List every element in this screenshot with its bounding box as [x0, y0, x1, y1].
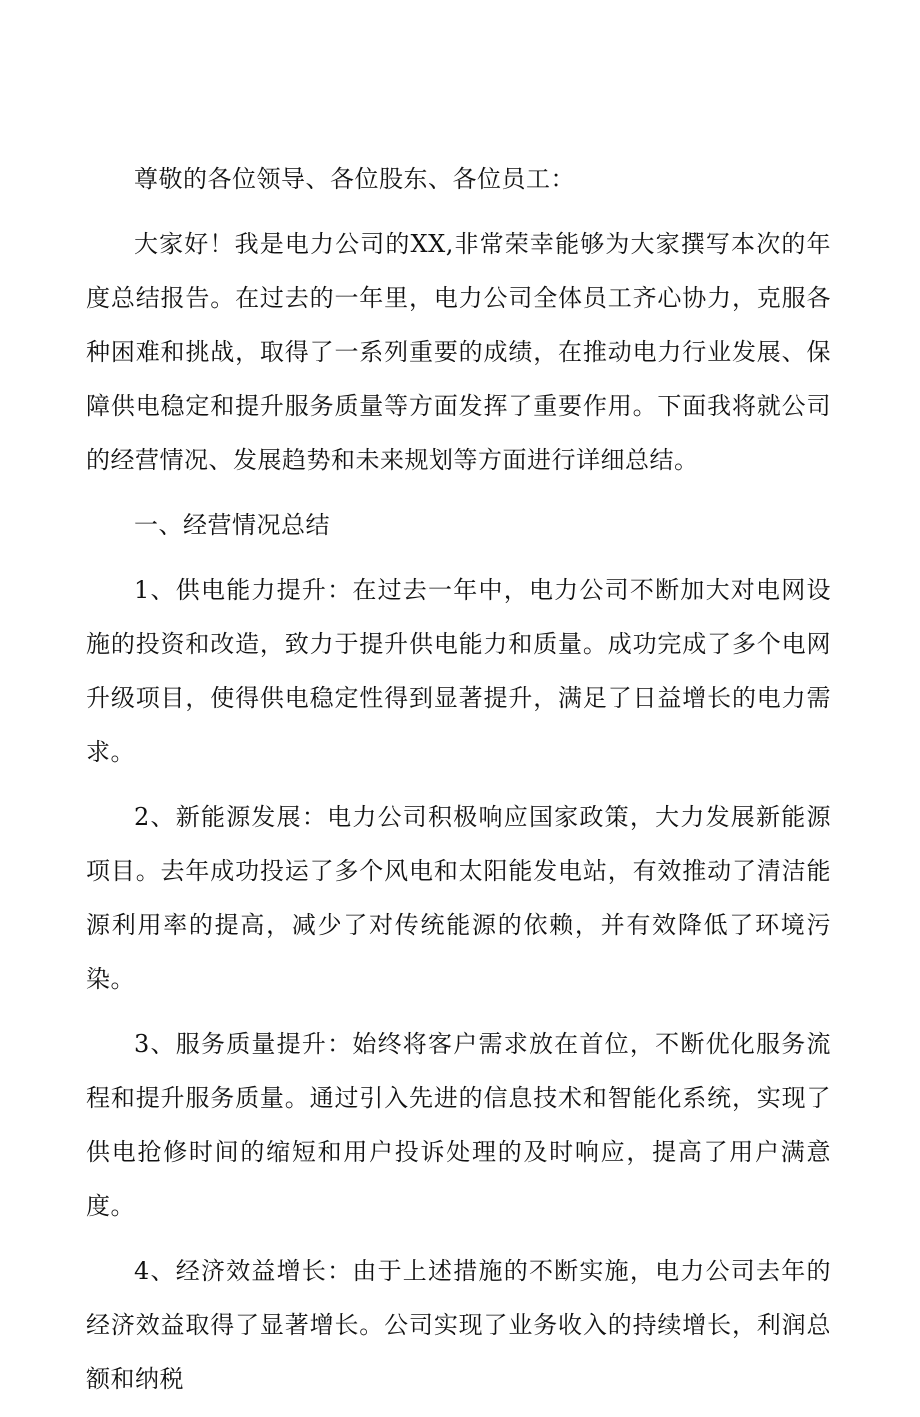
- list-item: 3、服务质量提升：始终将客户需求放在首位，不断优化服务流程和提升服务质量。通过引入先进的信息技术和智能化系统，实现了供电抢修时间的缩短和用户投诉处理的及时响应，提高了用户满意度。: [86, 1030, 831, 1220]
- list-item: 1、供电能力提升：在过去一年中，电力公司不断加大对电网设施的投资和改造，致力于提升供电能力和质量。成功完成了多个电网升级项目，使得供电稳定性得到显著提升，满足了日益增长的电力需求。: [86, 576, 831, 766]
- document-body: [86, 152, 831, 1417]
- list-item: 4、经济效益增长：由于上述措施的不断实施，电力公司去年的经济效益取得了显著增长。公司实现了业务收入的持续增长，利润总额和纳税: [86, 1257, 831, 1393]
- list-item: 2、新能源发展：电力公司积极响应国家政策，大力发展新能源项目。去年成功投运了多个风电和太阳能发电站，有效推动了清洁能源利用率的提高，减少了对传统能源的依赖，并有效降低了环境污染。: [86, 803, 831, 993]
- greeting-paragraph: 尊敬的各位领导、各位股东、各位员工：: [134, 165, 575, 193]
- intro-paragraph: 大家好！我是电力公司的XX,非常荣幸能够为大家撰写本次的年度总结报告。在过去的一年里，电力公司全体员工齐心协力，克服各种困难和挑战，取得了一系列重要的成绩，在推动电力行业发展、保障供电稳定和提升服务质量等方面发挥了重要作用。下面我将就公司的经营情况、发展趋势和未来规划等方面进行详细总结。: [86, 230, 831, 474]
- section-heading: 一、经营情况总结: [134, 511, 330, 539]
